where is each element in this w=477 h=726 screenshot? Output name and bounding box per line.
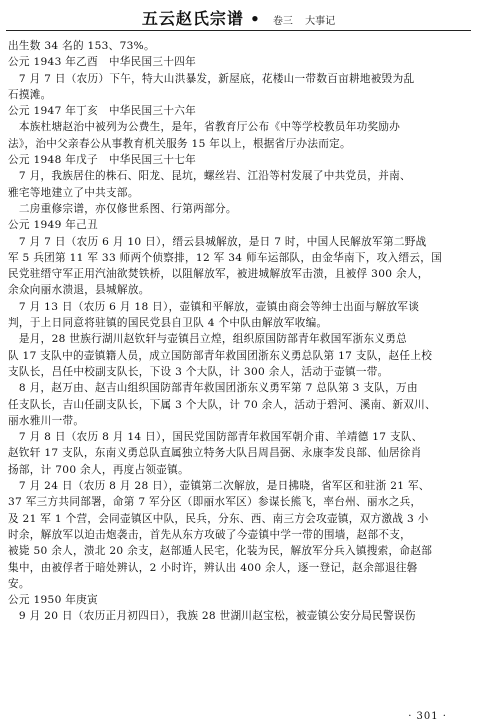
text-line: 军 5 兵团第 11 军 33 师两个侦察排，12 军 34 师车运部队，由金华南下，攻入缙云，国 — [8, 251, 443, 264]
text-line: 雅宅等地建立了中共支部。 — [8, 186, 139, 199]
text-line: 被毙 50 余人，溃北 20 余支，赵部遁人民宅，化装为民，解放军分兵入镇搜索，命赵部 — [8, 545, 433, 558]
header-rule — [6, 30, 471, 31]
volume-label: 卷三 — [272, 16, 293, 27]
text-line: 公元 1943 年乙酉 中华民国三十四年 — [8, 56, 197, 69]
text-line: 安。 — [8, 577, 30, 590]
text-line: 扬部，计 700 余人，再度占领壶镇。 — [8, 463, 189, 476]
text-line: 公元 1949 年己丑 — [8, 219, 98, 232]
text-line: 余众向丽水溃退，县城解放。 — [8, 284, 150, 297]
text-line: 丽水雅川一带。 — [8, 414, 85, 427]
text-line: 支队长，吕任中校副支队长，下设 3 个大队，计 300 余人，活动于壶镇一带。 — [8, 365, 389, 378]
page-header — [0, 0, 477, 34]
text-line: 公元 1948 年戊子 中华民国三十七年 — [8, 154, 197, 167]
text-line: 判，于上日同意将驻镇的国民党县自卫队 4 个中队由解放军收编。 — [8, 317, 328, 330]
text-line: 7 月 13 日（农历 6 月 18 日），壶镇和平解放，壶镇由商会等绅士出面与解放军谈 — [8, 300, 420, 313]
text-line: 37 军三方共同部署，命第 7 军分区（即丽水军区）参谋长熊飞，率台州、丽水之兵， — [8, 496, 422, 509]
text-line: 石摸滩。 — [8, 88, 52, 101]
header-title — [0, 6, 477, 29]
section-label: 大事记 — [305, 16, 336, 27]
text-line: 出生数 34 名的 153、73%。 — [8, 40, 155, 52]
text-line: 法》，治中父亲春公从事教育机关服务 15 年以上，根据省厅办法而定。 — [8, 137, 351, 150]
text-line: 公元 1950 年庚寅 — [8, 594, 98, 607]
text-line: 民党驻缙守军正用汽油欲焚铁桥，以阻解放军，被进城解放军击溃，且被俘 300 余人， — [8, 268, 429, 281]
page-number: · 301 · — [408, 711, 447, 722]
genealogy-title: 五云赵氏宗谱 — [141, 9, 244, 28]
text-line: 二房重修宗谱，亦仅修世系图、行第两部分。 — [8, 202, 237, 215]
text-line: 7 月，我族居住的株石、阳龙、昆坑，螺丝岩、江沿等村发展了中共党员，并南、 — [8, 170, 411, 183]
text-line: 任支队长，吉山任副支队长，下属 3 个大队，计 70 余人，活动于碧河、溪南、新双川、 — [8, 398, 436, 411]
text-line: 公元 1947 年丁亥 中华民国三十六年 — [8, 105, 197, 118]
text-line: 7 月 7 日（农历）下午，特大山洪暴发，新屋底，花楼山一带数百亩耕地被毁为乱 — [8, 72, 415, 85]
text-line: 及 21 军 1 个营，会同壶镇区中队，民兵，分东、西、南三方会攻壶镇，双方激战 3 小 — [8, 512, 429, 525]
text-line: 7 月 7 日（农历 6 月 10 日），缙云县城解放，是日 7 时，中国人民解放军第二野战 — [8, 235, 427, 248]
text-line: 队 17 支队中的壶镇籍人员，成立国防部青年救国团浙东义勇总队第 17 支队，赵任上校 — [8, 349, 433, 362]
text-line: 7 月 24 日（农历 8 月 28 日），壶镇第二次解放，是日拂晓，省军区和驻浙 21 军、 — [8, 480, 430, 493]
text-line: 本族杜塘赵治中被列为公费生，是年，省教育厅公布《中等学校教员年功奖励办 — [8, 121, 401, 134]
text-line: 7 月 8 日（农历 8 月 14 日），国民党国防部青年救国军朝介甫、羊靖德 17 支队、 — [8, 431, 423, 444]
text-line: 8 月，赵万由、赵吉山组织国防部青年救国团浙东义勇军第 7 总队第 3 支队，万由 — [8, 382, 418, 395]
text-line: 集中，由被俘者于暗处辨认，2 小时许，辨认出 400 余人，逐一登记，赵余部退往磐 — [8, 561, 418, 574]
chronicle-body — [8, 38, 469, 625]
title-separator-dot: • — [250, 10, 261, 28]
text-line: 是月，28 世族行湖川赵钦轩与壶镇吕立煌，组织原国防部青年救国军浙东义勇总 — [8, 333, 408, 346]
text-line: 9 月 20 日（农历正月初四日），我族 28 世湖川赵宝松，被壶镇公安分局民警误伤 — [8, 610, 416, 623]
text-line: 赵钦轩 17 支队，东南义勇总队直属独立特务大队吕周昌弼、永康李发良部、仙居徐肖 — [8, 447, 422, 460]
text-line: 时余，解放军以迫击炮袭击，首先从东方攻破了今壶镇中学一带的围墙，赵部不支， — [8, 528, 412, 541]
